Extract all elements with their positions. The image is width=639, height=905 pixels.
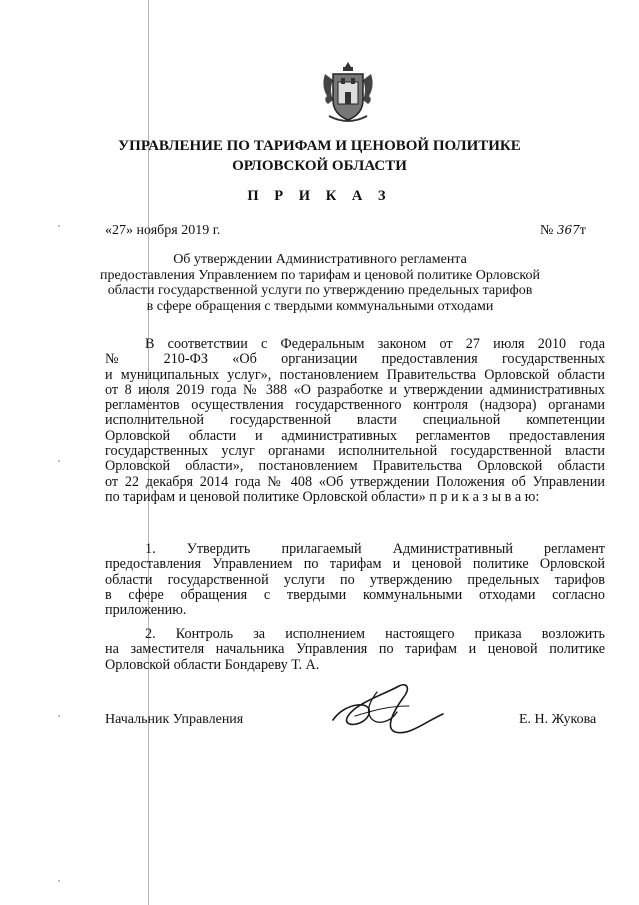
scan-dot [58, 715, 60, 717]
handwritten-signature-icon [325, 672, 455, 742]
scan-dot [58, 460, 60, 462]
document-type-title: П Р И К А З [247, 188, 392, 204]
org-name-line1: УПРАВЛЕНИЕ ПО ТАРИФАМ И ЦЕНОВОЙ ПОЛИТИКЕ [118, 138, 521, 154]
text-line: Орловской области», постановлением Правительства Орловской области [105, 459, 605, 475]
subject-line: в сфере обращения с твердыми коммунальными отходами [146, 298, 494, 314]
scan-dot [58, 225, 60, 227]
scan-dot [58, 880, 60, 882]
order-item-1 [105, 542, 605, 618]
order-subject [95, 252, 545, 314]
text-line: исполнительной государственной власти специальной компетенции [105, 413, 605, 429]
text-line: области государственной услуги по утверждению предельных тарифов [105, 572, 605, 588]
text-line: Орловской области и административных регламентов предоставления [105, 428, 605, 444]
text-line: на заместителя начальника Управления по тарифам и ценовой политике [105, 642, 605, 658]
order-number [540, 223, 586, 239]
signer-position: Начальник Управления [105, 712, 244, 727]
handwritten-number: 367 [556, 223, 580, 237]
text-line: по тарифам и ценовой политике Орловской области» п р и к а з ы в а ю: [105, 488, 540, 505]
number-suffix: т [579, 223, 586, 238]
preamble-paragraph [105, 337, 605, 505]
text-line: регламентов осуществления государственного контроля (надзора) органами [105, 398, 605, 414]
text-line: предоставления Управлением по тарифам и ценовой политике Орловской [105, 557, 605, 573]
subject-line: предоставления Управлением по тарифам и ценовой политике Орловской [100, 267, 540, 283]
order-date: «27» ноября 2019 г. [105, 223, 221, 238]
text-line: 2. Контроль за исполнением настоящего приказа возложить [145, 627, 605, 642]
org-name-line2: ОРЛОВСКОЙ ОБЛАСТИ [232, 158, 407, 174]
text-line: и муниципальных услуг», постановлением Правительства Орловской области [105, 367, 605, 383]
text-line: в сфере обращения с твердыми коммунальными отходами согласно [105, 587, 605, 603]
text-line: В соответствии с Федеральным законом от 27 июля 2010 года [145, 337, 605, 352]
subject-line: Об утверждении Административного регламента [173, 252, 467, 267]
text-line: 1. Утвердить прилагаемый Административный регламент [145, 542, 605, 557]
text-line: государственных услуг органами исполнительной государственной власти [105, 444, 605, 460]
text-line: № 210-ФЗ «Об организации предоставления государственных [105, 352, 605, 368]
order-item-2 [105, 627, 605, 673]
subject-line: области государственной услуги по утверждению предельных тарифов [107, 283, 533, 298]
text-line: от 8 июля 2019 года № 388 «О разработке и утверждении административных [105, 382, 605, 398]
text-line: Орловской области Бондареву Т. А. [105, 656, 320, 673]
text-line: приложению. [105, 602, 187, 619]
number-prefix: № [540, 223, 557, 238]
text-line: от 22 декабря 2014 года № 408 «Об утверждении Положения об Управлении [105, 474, 605, 490]
signer-name: Е. Н. Жукова [519, 712, 597, 727]
coat-of-arms-icon [319, 60, 377, 126]
